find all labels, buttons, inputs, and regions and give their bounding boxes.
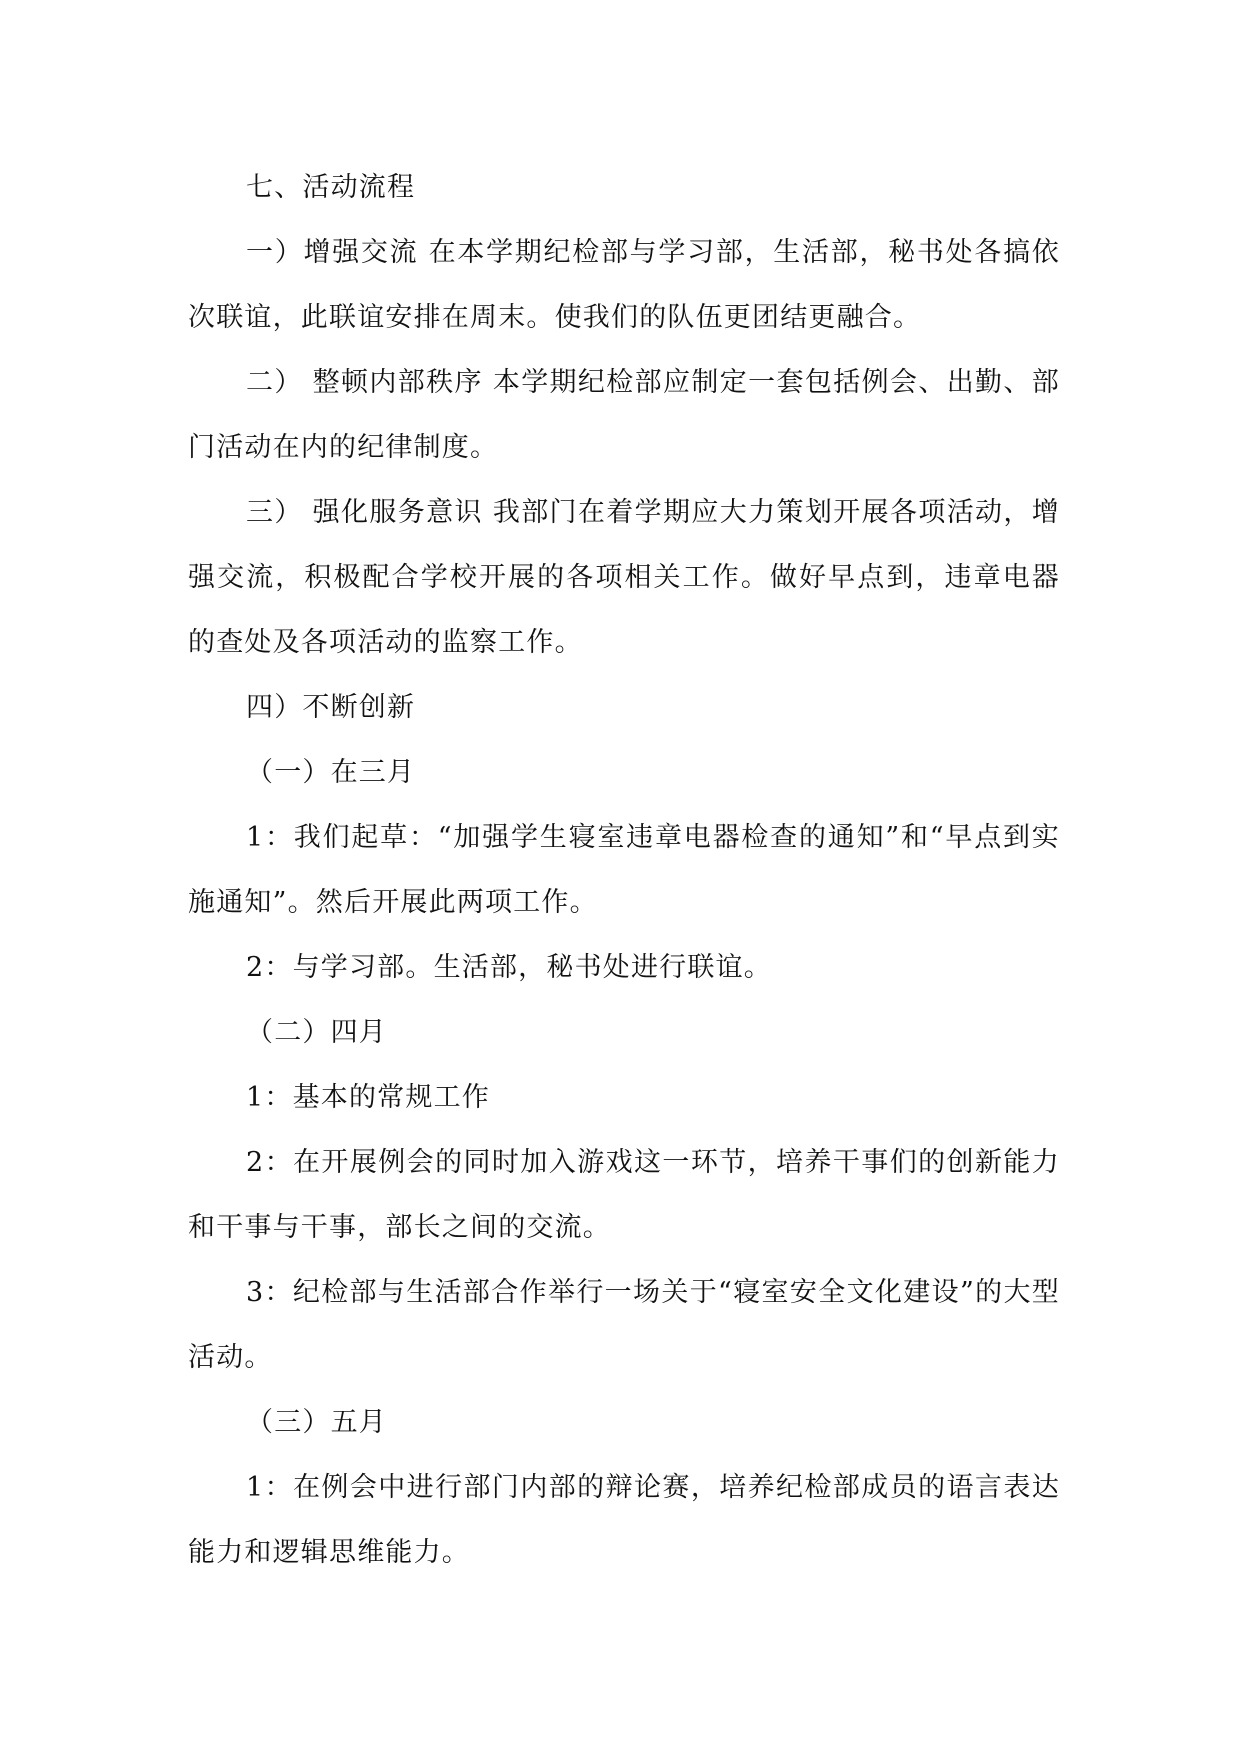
document-body <box>188 155 1060 1585</box>
paragraph: 三） 强化服务意识 我部门在着学期应大力策划开展各项活动，增强交流，积极配合学校开展的各项相关工作。做好早点到，违章电器的查处及各项活动的监察工作。 <box>188 497 1060 658</box>
paragraph: 1：在例会中进行部门内部的辩论赛，培养纪检部成员的语言表达能力和逻辑思维能力。 <box>188 1472 1060 1568</box>
paragraph: 2：与学习部。生活部，秘书处进行联谊。 <box>246 952 772 983</box>
paragraph: 1：我们起草：“加强学生寝室违章电器检查的通知”和“早点到实施通知”。然后开展此两项工作。 <box>188 822 1060 918</box>
paragraph: 一）增强交流 在本学期纪检部与学习部，生活部，秘书处各搞依次联谊，此联谊安排在周末。使我们的队伍更团结更融合。 <box>188 237 1060 333</box>
section-heading: 七、活动流程 <box>246 172 416 203</box>
paragraph: 3：纪检部与生活部合作举行一场关于“寝室安全文化建设”的大型活动。 <box>188 1277 1060 1373</box>
paragraph: （二）四月 <box>246 1017 387 1048</box>
paragraph: 二） 整顿内部秩序 本学期纪检部应制定一套包括例会、出勤、部门活动在内的纪律制度。 <box>188 367 1060 463</box>
paragraph: 四）不断创新 <box>246 692 416 723</box>
paragraph: （一）在三月 <box>246 757 416 788</box>
paragraph: 2：在开展例会的同时加入游戏这一环节，培养干事们的创新能力和干事与干事，部长之间的交流。 <box>188 1147 1060 1243</box>
paragraph: （三）五月 <box>246 1407 387 1438</box>
paragraph: 1：基本的常规工作 <box>246 1082 490 1113</box>
